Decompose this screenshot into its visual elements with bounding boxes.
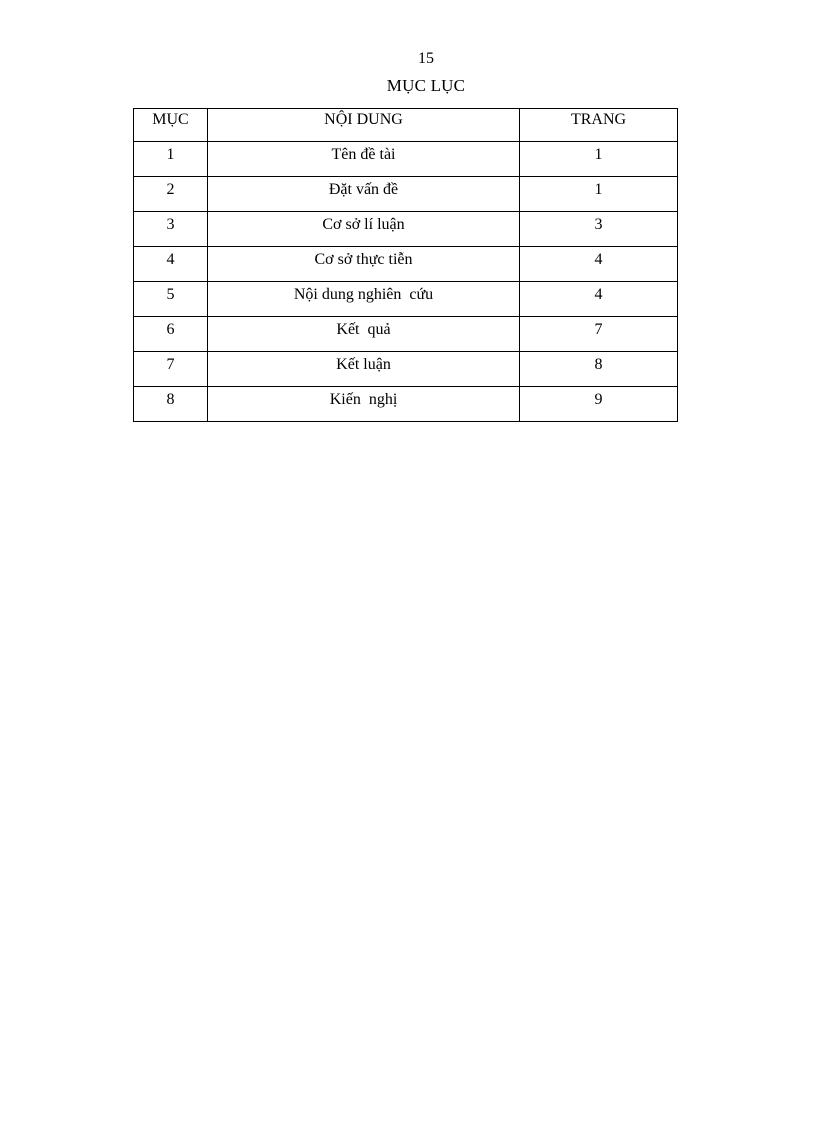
row-muc: 8 [134,387,208,422]
toc-header-row [134,109,678,142]
header-muc: MỤC [134,109,208,142]
row-muc: 6 [134,317,208,352]
row-muc: 5 [134,282,208,317]
page-number: 15 [418,50,434,67]
table-row [134,352,678,387]
toc-table [133,108,678,422]
table-row [134,387,678,422]
table-row [134,282,678,317]
row-muc: 7 [134,352,208,387]
row-muc: 1 [134,142,208,177]
table-row [134,317,678,352]
row-noi-dung: Nội dung nghiên cứu [208,282,520,317]
row-trang: 3 [520,212,678,247]
header-noi-dung: NỘI DUNG [208,109,520,142]
table-row [134,212,678,247]
table-row [134,247,678,282]
row-noi-dung: Kiến nghị [208,387,520,422]
row-trang: 1 [520,142,678,177]
row-noi-dung: Tên đề tài [208,142,520,177]
row-trang: 4 [520,282,678,317]
row-noi-dung: Cơ sở lí luận [208,212,520,247]
row-noi-dung: Đặt vấn đề [208,177,520,212]
toc-title: MỤC LỤC [386,76,466,95]
row-noi-dung: Kết luận [208,352,520,387]
table-row [134,177,678,212]
row-trang: 4 [520,247,678,282]
table-row [134,142,678,177]
header-trang: TRANG [520,109,678,142]
row-trang: 1 [520,177,678,212]
row-trang: 8 [520,352,678,387]
row-trang: 7 [520,317,678,352]
row-muc: 4 [134,247,208,282]
row-muc: 3 [134,212,208,247]
row-noi-dung: Cơ sở thực tiễn [208,247,520,282]
row-muc: 2 [134,177,208,212]
row-trang: 9 [520,387,678,422]
row-noi-dung: Kết quả [208,317,520,352]
